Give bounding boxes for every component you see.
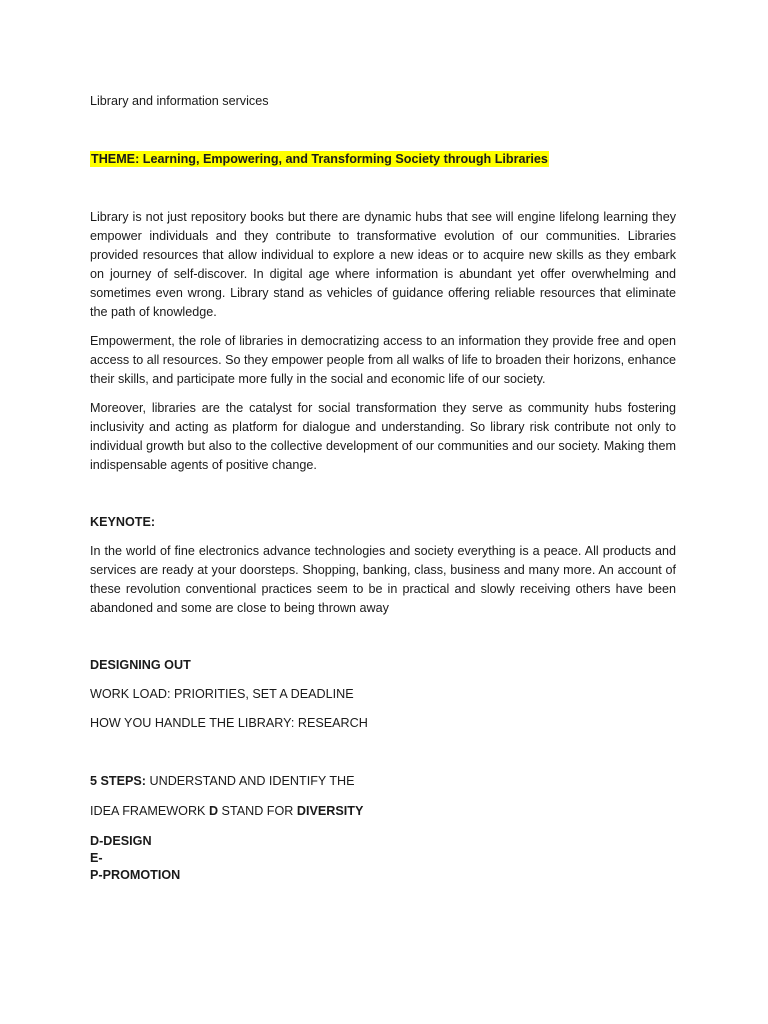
steps-label: 5 STEPS: (90, 774, 146, 788)
document-title: Library and information services (90, 94, 269, 108)
theme-highlight: THEME: Learning, Empowering, and Transforming Society through Libraries (91, 152, 548, 166)
keynote-paragraph: In the world of fine electronics advance technologies and society everything is a peace. All products and services are ready at your doorsteps. Shopping, banking, class, business and many more. An account of these revolution conventional practices seem to be in practical and slowly receiving others have been abandoned and some are close to being thrown away (90, 544, 676, 615)
framework-prefix: IDEA FRAMEWORK (90, 804, 209, 818)
framework-line (90, 802, 676, 821)
steps-text: UNDERSTAND AND IDENTIFY THE (146, 774, 355, 788)
designing-heading: DESIGNING OUT (90, 658, 191, 672)
list-item: D-DESIGN (90, 834, 152, 848)
paragraph-intro: Library is not just repository books but there are dynamic hubs that see will engine lifelong learning they empower individuals and they contribute to transformative evolution of our communities. Libraries provided resources that allow individual to explore a new ideas or to acquire new skills as they embark on journey of self-discover. In digital age where information is abundant yet offer overwhelming and sometimes even wrong. Library stand as vehicles of guidance offering reliable resources that eliminate the path of knowledge. (90, 210, 676, 319)
list-item: E- (90, 851, 103, 865)
keynote-heading: KEYNOTE: (90, 515, 156, 529)
framework-d: D (208, 804, 219, 818)
steps-line (90, 772, 676, 791)
framework-mid: STAND FOR (218, 804, 297, 818)
paragraph-empowerment: Empowerment, the role of libraries in democratizing access to an information they provide free and open access to all resources. So they empower people from all walks of life to broaden their horizons, enhance their skills, and participate more fully in the social and economic life of our society. (90, 334, 676, 386)
theme-line (90, 150, 676, 169)
list-item: P-PROMOTION (90, 868, 181, 882)
steps-list (90, 833, 676, 884)
handle-line: HOW YOU HANDLE THE LIBRARY: RESEARCH (90, 716, 368, 730)
workload-line: WORK LOAD: PRIORITIES, SET A DEADLINE (90, 687, 354, 701)
framework-word: DIVERSITY (296, 804, 364, 818)
paragraph-transformation: Moreover, libraries are the catalyst for social transformation they serve as community hubs fostering inclusivity and acting as platform for dialogue and understanding. So library risk contribute not only to individual growth but also to the collective development of our communities and our society. Making them indispensable agents of positive change. (90, 401, 676, 472)
